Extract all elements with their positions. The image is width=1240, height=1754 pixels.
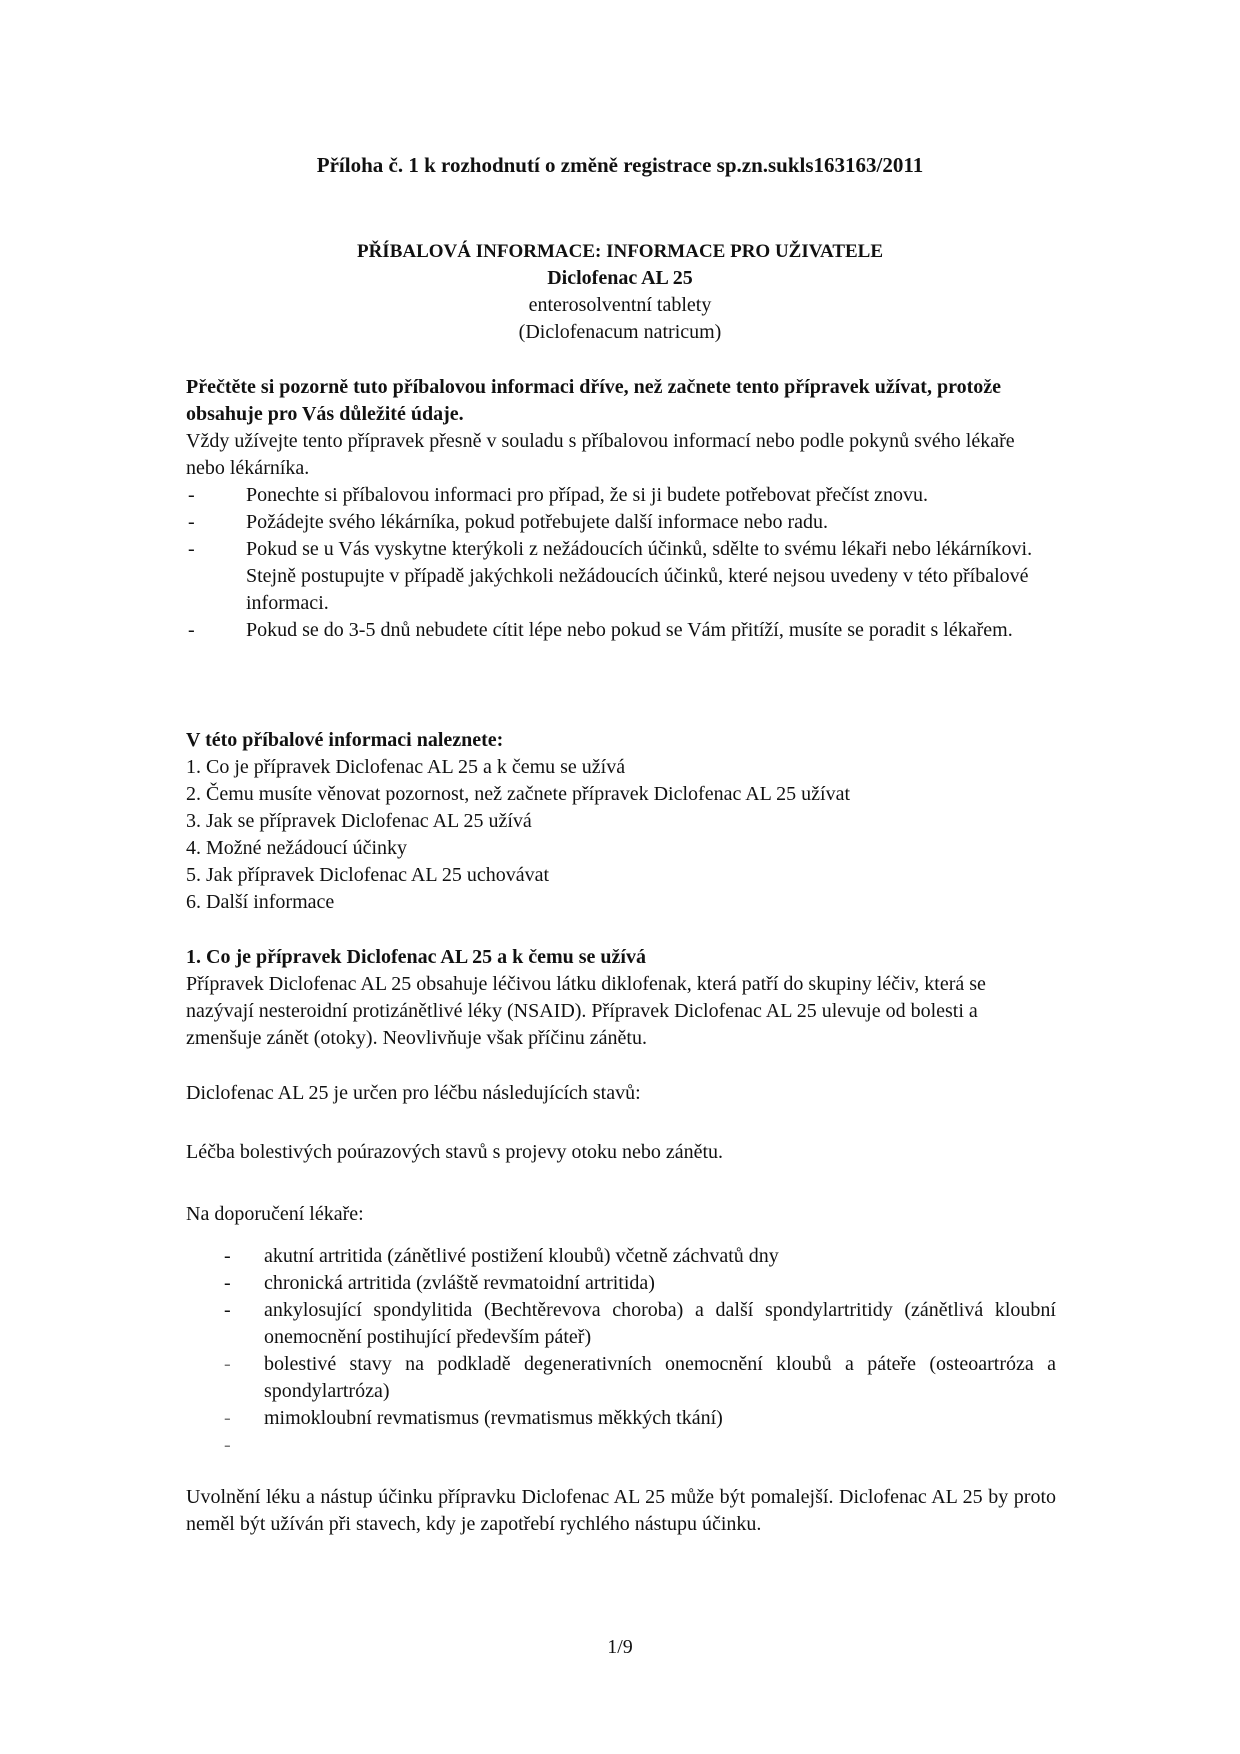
annex-title: Příloha č. 1 k rozhodnutí o změně registrace sp.zn.sukls163163/2011 — [316, 153, 924, 177]
section-1-doctor-recommendation: Na doporučení lékaře: — [186, 1203, 364, 1225]
dosage-form: enterosolventní tablety — [528, 294, 712, 316]
intro-section — [186, 374, 1056, 644]
indication-item: - bolestivé stavy na podkladě degenerativních onemocnění kloubů a páteře (osteoartróza a spondylartróza) — [224, 1353, 1056, 1402]
toc-item: 1. Co je přípravek Diclofenac AL 25 a k čemu se užívá — [186, 756, 626, 778]
toc-heading: V této příbalové informaci naleznete: — [186, 729, 504, 751]
dash-marker: - — [188, 619, 195, 641]
dash-marker: - — [224, 1272, 231, 1294]
section-1-heading: 1. Co je přípravek Diclofenac AL 25 a k čemu se užívá — [186, 946, 646, 968]
leaflet-heading: PŘÍBALOVÁ INFORMACE: INFORMACE PRO UŽIVATELE — [356, 241, 884, 262]
toc-item: 4. Možné nežádoucí účinky — [186, 837, 408, 859]
toc-item: 3. Jak se přípravek Diclofenac AL 25 užívá — [186, 810, 532, 832]
intro-bullet: - Pokud se u Vás vyskytne kterýkoli z nežádoucích účinků, sdělte to svému lékaři nebo lékárníkovi. Stejně postupujte v případě jakýchkoli nežádoucích účinků, které nejsou uvedeny v této příbalové informaci. — [188, 538, 1033, 614]
dash-marker: - — [188, 484, 195, 506]
product-name: Diclofenac AL 25 — [547, 267, 693, 289]
page-number: 1/9 — [607, 1636, 633, 1658]
dash-marker: - — [188, 538, 195, 560]
title-block — [0, 238, 1240, 346]
section-1-paragraph: Přípravek Diclofenac AL 25 obsahuje léčivou látku diklofenak, která patří do skupiny léčiv, která se nazývají nesteroidní protizánětlivé léky (NSAID). Přípravek Diclofenac AL 25 ulevuje od bolesti a zmenšuje zánět (otoky). Neovlivňuje však příčinu zánětu. — [186, 973, 986, 1049]
toc-item: 2. Čemu musíte věnovat pozornost, než začnete přípravek Diclofenac AL 25 užívat — [186, 783, 851, 805]
section-1-indication-list — [186, 1243, 1056, 1459]
indication-item: - mimokloubní revmatismus (revmatismus měkkých tkání) — [186, 1405, 1056, 1432]
dash-marker: - — [224, 1407, 231, 1429]
dash-marker: - — [224, 1434, 231, 1456]
indication-item-empty — [186, 1432, 1056, 1459]
intro-bullet: - Pokud se do 3-5 dnů nebudete cítit lépe nebo pokud se Vám přitíží, musíte se poradit s lékařem. — [186, 617, 1056, 644]
section-1 — [186, 944, 1056, 1052]
dash-marker: - — [224, 1245, 231, 1267]
intro-instruction: Vždy užívejte tento přípravek přesně v souladu s příbalovou informací nebo podle pokynů svého lékaře nebo lékárníka. — [186, 430, 1015, 479]
section-1-indications-intro: Diclofenac AL 25 je určen pro léčbu následujících stavů: — [186, 1082, 641, 1104]
section-1-indication-trauma: Léčba bolestivých poúrazových stavů s projevy otoku nebo zánětu. — [186, 1141, 724, 1163]
toc-item: 5. Jak přípravek Diclofenac AL 25 uchovávat — [186, 864, 550, 886]
active-substance: (Diclofenacum natricum) — [518, 321, 722, 343]
dash-marker: - — [224, 1353, 231, 1375]
section-1-release-note: Uvolnění léku a nástup účinku přípravku Diclofenac AL 25 může být pomalejší. Diclofenac AL 25 by proto neměl být užíván při stavech, kdy je zapotřebí rychlého nástupu účinku. — [186, 1486, 1056, 1535]
toc-section — [186, 727, 1056, 916]
dash-marker: - — [224, 1299, 231, 1321]
toc-item: 6. Další informace — [186, 891, 335, 913]
indication-item: - chronická artritida (zvláště revmatoidní artritida) — [186, 1270, 1056, 1297]
dash-marker: - — [188, 511, 195, 533]
intro-bullet: - Ponechte si příbalovou informaci pro případ, že si ji budete potřebovat přečíst znovu. — [186, 482, 1056, 509]
indication-item: - ankylosující spondylitida (Bechtěrevova choroba) a další spondylartritidy (zánětlivá kloubní onemocnění postihující především páteř) — [224, 1299, 1056, 1348]
intro-bullet: - Požádejte svého lékárníka, pokud potřebujete další informace nebo radu. — [186, 509, 1056, 536]
intro-warning: Přečtěte si pozorně tuto příbalovou informaci dříve, než začnete tento přípravek užívat, protože obsahuje pro Vás důležité údaje. — [186, 376, 1001, 425]
indication-item: - akutní artritida (zánětlivé postižení kloubů) včetně záchvatů dny — [186, 1243, 1056, 1270]
